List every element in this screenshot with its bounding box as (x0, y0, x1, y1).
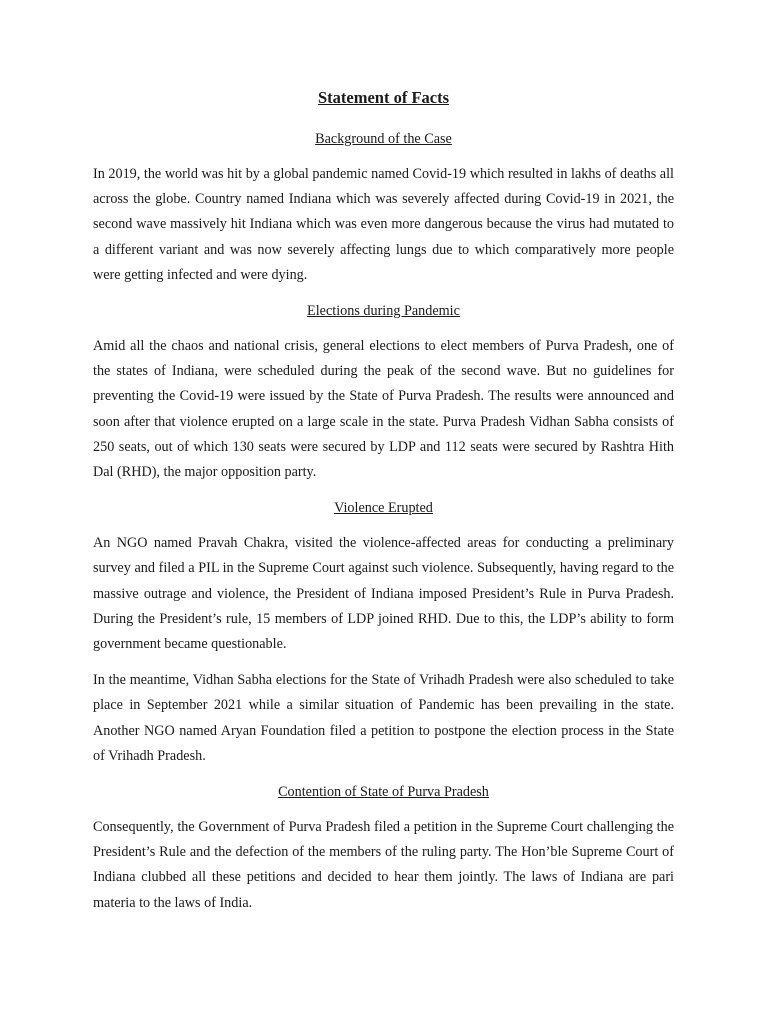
paragraph-violence-ngo: An NGO named Pravah Chakra, visited the violence-affected areas for conducting a preliminary survey and filed a PIL in the Supreme Court against such violence. Subsequently, having regard to the massive outrage and violence, the President of Indiana imposed President’s Rule in Purva Pradesh. During the President’s rule, 15 members of LDP joined RHD. Due to this, the LDP’s ability to form government became questionable. (93, 535, 674, 653)
section-heading-elections: Elections during Pandemic (307, 303, 460, 320)
document-page (93, 86, 674, 927)
section-heading-background: Background of the Case (315, 131, 452, 147)
paragraph-elections: Amid all the chaos and national crisis, general elections to elect members of Purva Pradesh, one of the states of Indiana, were scheduled during the peak of the second wave. But no guidelines for preventing the Covid-19 were issued by the State of Purva Pradesh. The results were announced and soon after that violence erupted on a large scale in the state. Purva Pradesh Vidhan Sabha consists of 250 seats, out of which 130 seats were secured by LDP and 112 seats were secured by Rashtra Hith Dal (RHD), the major opposition party. (93, 338, 674, 481)
section-heading-violence: Violence Erupted (334, 500, 433, 517)
section-heading-contention: Contention of State of Purva Pradesh (278, 784, 489, 801)
paragraph-contention: Consequently, the Government of Purva Pradesh filed a petition in the Supreme Court challenging the President’s Rule and the defection of the members of the ruling party. The Hon’ble Supreme Court of Indiana clubbed all these petitions and decided to hear them jointly. The laws of Indiana are pari materia to the laws of India. (93, 819, 674, 911)
document-title: Statement of Facts (317, 88, 450, 107)
paragraph-background: In 2019, the world was hit by a global pandemic named Covid-19 which resulted in lakhs of deaths all across the globe. Country named Indiana which was severely affected during Covid-19 in 2021, the second wave massively hit Indiana which was even more dangerous because the virus had mutated to a different variant and was now severely affecting lungs due to which comparatively more people were getting infected and were dying. (93, 166, 674, 283)
paragraph-violence-vrihadh: In the meantime, Vidhan Sabha elections for the State of Vrihadh Pradesh were also scheduled to take place in September 2021 while a similar situation of Pandemic has been prevailing in the state. Another NGO named Aryan Foundation filed a petition to postpone the election process in the State of Vrihadh Pradesh. (93, 672, 674, 764)
